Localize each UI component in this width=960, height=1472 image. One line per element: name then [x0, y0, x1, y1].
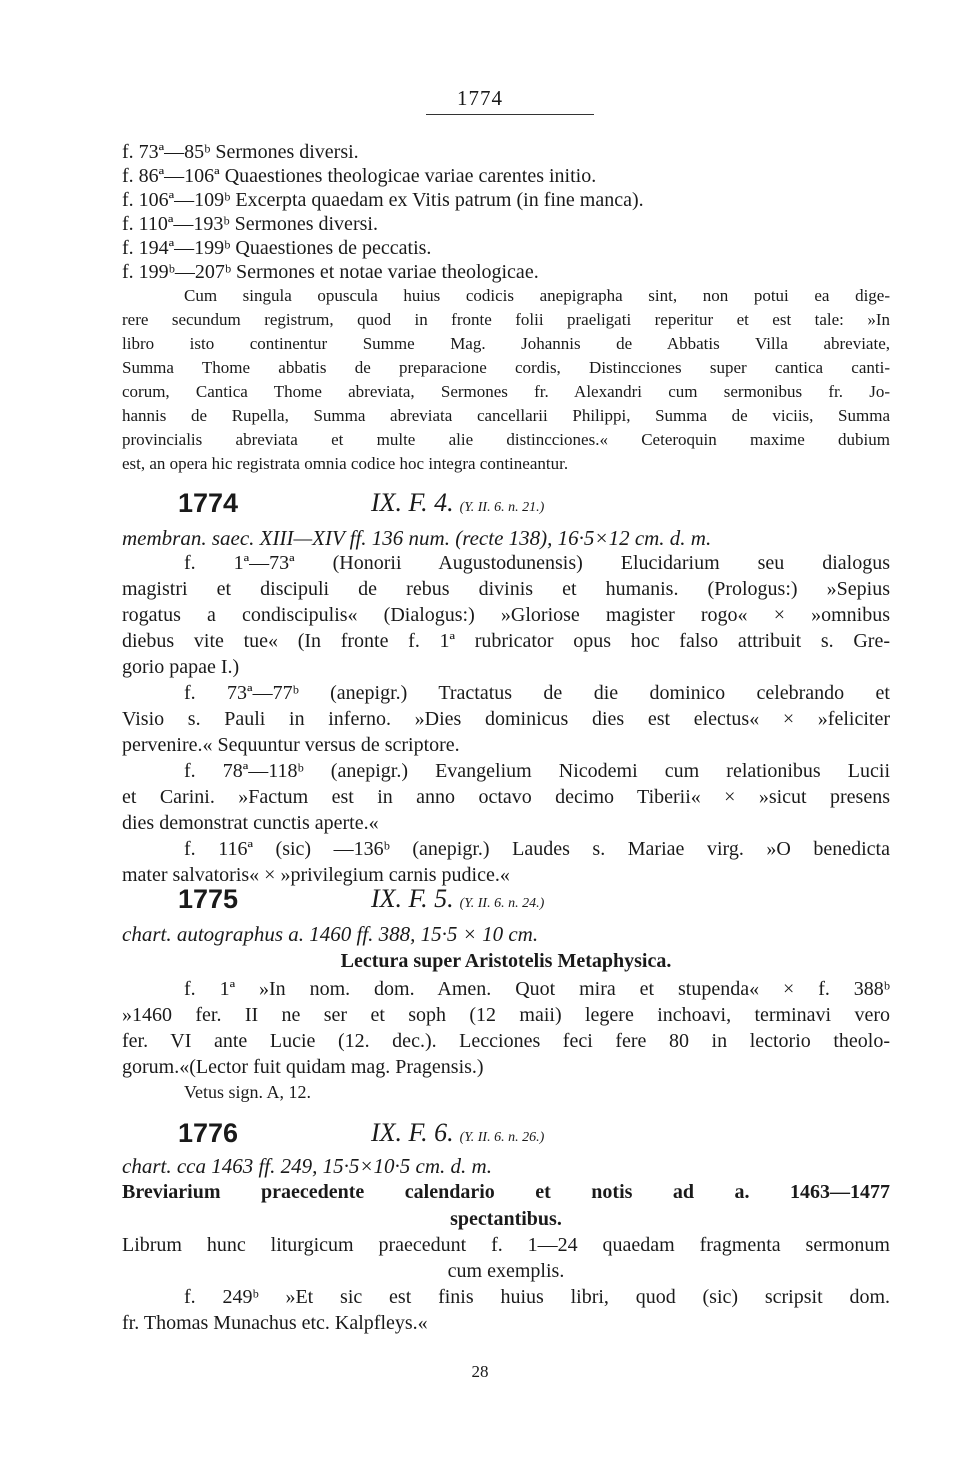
signature-text: IX. F. 4. — [371, 488, 454, 517]
old-signature: (Y. II. 6. n. 24.) — [459, 896, 545, 911]
entry-line: pervenire.« Sequuntur versus de scriptore. — [122, 734, 460, 756]
entry-line: magistri et discipuli de rebus divinis et humanis. (Prologus:) »Sepius — [122, 578, 890, 600]
old-signature: (Y. II. 6. n. 26.) — [459, 1130, 545, 1145]
entry-body-1775 — [122, 922, 890, 1104]
entry-line: f. 116ª (sic) —136ᵇ (anepigr.) Laudes s. Mariae virg. »O benedicta — [184, 838, 890, 860]
signature-text: IX. F. 5. — [371, 884, 454, 913]
entry-line: Librum hunc liturgicum praecedunt f. 1—24 quaedam fragmenta sermonum — [122, 1234, 890, 1256]
entry-number: 1775 — [178, 884, 239, 914]
entry-description: chart. autographus a. 1460 ff. 388, 15·5 × 10 cm. — [122, 922, 539, 946]
note-line: libro isto continentur Summe Mag. Johannis de Abbatis Villa abreviate, — [122, 334, 890, 353]
entry-line: diebus vite tue« (In fronte f. 1ª rubricator opus hoc falso attribuit s. Gre- — [122, 630, 890, 652]
entry-line: gorio papae I.) — [122, 656, 240, 678]
entry-line: »1460 fer. II ne ser et soph (12 maii) legere inchoavi, terminavi vero — [122, 1004, 890, 1026]
entry-line: rogatus a condiscipulis« (Dialogus:) »Gloriose magister rogo« × »omnibus — [122, 604, 890, 626]
entry-description: chart. cca 1463 ff. 249, 15·5×10·5 cm. d. m. — [122, 1154, 492, 1178]
entry-line: f. 249ᵇ »Et sic est finis huius libri, quod (sic) scripsit dom. — [184, 1286, 890, 1308]
entry-line: mater salvatoris« × »privilegium carnis pudice.« — [122, 864, 510, 886]
folio-line: f. 194ª—199ᵇ Quaestiones de peccatis. — [122, 237, 432, 259]
note-line: provincialis abreviata et multe alie distincciones.« Ceteroquin maxime dubium — [122, 430, 890, 449]
entry-number: 1774 — [178, 488, 239, 518]
intro-entries — [122, 140, 890, 284]
entry-line: f. 1ª »In nom. dom. Amen. Quot mira et stupenda« × f. 388ᵇ — [184, 978, 890, 1000]
entry-line: f. 73ª—77ᵇ (anepigr.) Tractatus de die dominico celebrando et — [184, 682, 890, 704]
entry-line: fer. VI ante Lucie (12. dec.). Lecciones feci fere 80 in lectorio theolo- — [122, 1030, 890, 1052]
folio-line: f. 199ᵇ—207ᵇ Sermones et notae variae theologicae. — [122, 261, 539, 283]
entry-line: dies demonstrat cunctis aperte.« — [122, 812, 379, 834]
folio-line: f. 86ª—106ª Quaestiones theologicae variae carentes initio. — [122, 165, 597, 187]
folio-number: 28 — [471, 1362, 489, 1381]
folio-line: f. 110ª—193ᵇ Sermones diversi. — [122, 213, 378, 235]
work-title-line: Breviarium praecedente calendario et notis ad a. 1463—1477 — [122, 1181, 890, 1203]
entry-line: Visio s. Pauli in inferno. »Dies dominicus dies est electus« × »feliciter — [122, 708, 890, 730]
signature-text: IX. F. 6. — [371, 1118, 454, 1147]
work-title: Lectura super Aristotelis Metaphysica. — [340, 950, 672, 972]
shelf-signature — [371, 1118, 544, 1148]
entry-line: f. 78ª—118ᵇ (anepigr.) Evangelium Nicodemi cum relationibus Lucii — [184, 760, 890, 782]
entry-line: fr. Thomas Munachus etc. Kalpfleys.« — [122, 1312, 428, 1334]
note-line: Summa Thome abbatis de preparacione cordis, Distincciones super cantica canti- — [122, 358, 890, 377]
entry-description: membran. saec. XIII—XIV ff. 136 num. (recte 138), 16·5×12 cm. d. m. — [122, 526, 712, 550]
entry-number: 1776 — [178, 1118, 239, 1148]
page-number-header: 1774 — [457, 86, 503, 110]
folio-line: f. 73ª—85ᵇ Sermones diversi. — [122, 141, 359, 163]
old-signature: (Y. II. 6. n. 21.) — [459, 500, 545, 515]
note-line: rere secundum registrum, quod in fronte folii praeligati reperitur et est tale: »In — [122, 310, 890, 329]
shelf-signature — [371, 488, 544, 518]
entry-line: et Carini. »Factum est in anno octavo decimo Tiberii« × »sicut presens — [122, 786, 890, 808]
note-line: Cum singula opuscula huius codicis anepigrapha sint, non potui ea dige- — [184, 286, 890, 305]
old-sign-line: Vetus sign. A, 12. — [184, 1082, 312, 1102]
folio-line: f. 106ª—109ᵇ Excerpta quaedam ex Vitis patrum (in fine manca). — [122, 189, 644, 211]
note-line: est, an opera hic registrata omnia codice hoc integra contineantur. — [122, 454, 569, 473]
entry-line: f. 1ª—73ª (Honorii Augustodunensis) Elucidarium seu dialogus — [184, 552, 890, 574]
work-title-line: spectantibus. — [450, 1208, 562, 1230]
note-line: hannis de Rupella, Summa abreviata cancellarii Philippi, Summa de viciis, Summa — [122, 406, 890, 425]
shelf-signature — [371, 884, 544, 914]
header-rule — [426, 114, 594, 115]
entry-body-1776 — [122, 1154, 890, 1336]
entry-line: gorum.«(Lector fuit quidam mag. Pragensis.) — [122, 1056, 484, 1078]
intro-note — [122, 284, 890, 476]
note-line: corum, Cantica Thome abreviata, Sermones fr. Alexandri cum sermonibus fr. Jo- — [122, 382, 890, 401]
entry-body-1774 — [122, 526, 890, 888]
entry-line: cum exemplis. — [447, 1260, 565, 1282]
